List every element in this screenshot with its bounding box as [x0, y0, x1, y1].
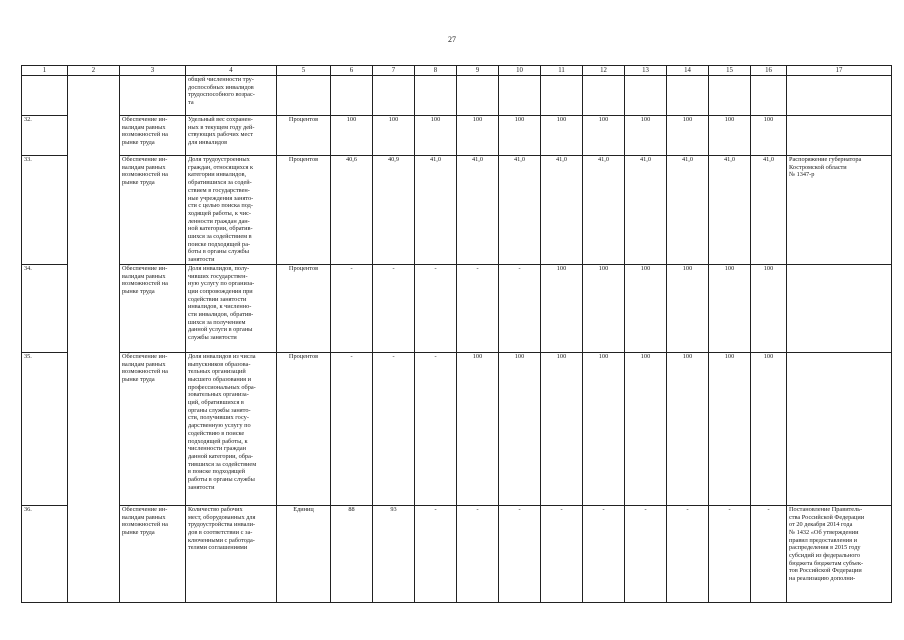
value-cell: 100: [457, 116, 499, 156]
value-cell: 100: [415, 116, 457, 156]
value-cell: -: [331, 264, 373, 352]
value-cell: -: [457, 505, 499, 602]
value-cell: -: [751, 505, 787, 602]
source-cell: [787, 116, 892, 156]
value-cell: 100: [583, 264, 625, 352]
cell-empty: [625, 76, 667, 116]
cell-empty: [331, 76, 373, 116]
value-cell: 100: [373, 116, 415, 156]
indicator-cell: Доля инвалидов, полу- чивших государствен- ную услугу по организа- ции сопровождения при содействии занятости инвалидов, к численно- сти инвалидов, обратив- шихся за получением данной услуги в органы службы занятости: [186, 264, 277, 352]
value-cell: 100: [751, 116, 787, 156]
value-cell: 100: [541, 116, 583, 156]
cell-empty: [583, 76, 625, 116]
indicator-cell: Удельный вес сохранен- ных в текущем году дей- ствующих рабочих мест для инвалидов: [186, 116, 277, 156]
table-row-continuation: [22, 76, 892, 116]
value-cell: 100: [583, 116, 625, 156]
value-cell: -: [373, 352, 415, 505]
value-cell: 100: [625, 352, 667, 505]
header-cell-9: 9: [457, 66, 499, 76]
value-cell: -: [625, 505, 667, 602]
source-cell: [787, 352, 892, 505]
table-row: [22, 116, 892, 156]
value-cell: 41,0: [667, 156, 709, 265]
value-cell: 100: [709, 352, 751, 505]
header-cell-3: 3: [120, 66, 186, 76]
row-number: 35.: [22, 352, 68, 505]
value-cell: 88: [331, 505, 373, 602]
value-cell: 41,0: [541, 156, 583, 265]
cell-source: [787, 76, 892, 116]
value-cell: 100: [541, 352, 583, 505]
value-cell: -: [709, 505, 751, 602]
value-cell: 93: [373, 505, 415, 602]
value-cell: 100: [499, 352, 541, 505]
goal-cell: Обеспечение ин- валидам равных возможностей на рынке труда: [120, 505, 186, 602]
unit-cell: Процентов: [277, 116, 331, 156]
value-cell: 41,0: [625, 156, 667, 265]
value-cell: 100: [709, 116, 751, 156]
unit-cell: Процентов: [277, 156, 331, 265]
header-cell-7: 7: [373, 66, 415, 76]
indicators-table: [21, 65, 892, 603]
cell-empty: [373, 76, 415, 116]
table-row: [22, 264, 892, 352]
cell-empty: [499, 76, 541, 116]
value-cell: -: [373, 264, 415, 352]
table-row: [22, 505, 892, 602]
value-cell: 40,6: [331, 156, 373, 265]
value-cell: 100: [751, 264, 787, 352]
goal-cell: Обеспечение ин- валидам равных возможностей на рынке труда: [120, 116, 186, 156]
table-header-row: [22, 66, 892, 76]
value-cell: -: [457, 264, 499, 352]
header-cell-17: 17: [787, 66, 892, 76]
value-cell: 100: [709, 264, 751, 352]
cell-empty: [751, 76, 787, 116]
table-row: [22, 156, 892, 265]
source-cell: Распоряжение губернатора Костромской области № 1347-р: [787, 156, 892, 265]
value-cell: 100: [751, 352, 787, 505]
value-cell: -: [667, 505, 709, 602]
header-cell-12: 12: [583, 66, 625, 76]
value-cell: 100: [667, 264, 709, 352]
header-cell-5: 5: [277, 66, 331, 76]
row-number: 36.: [22, 505, 68, 602]
source-cell: [787, 264, 892, 352]
unit-cell: Процентов: [277, 352, 331, 505]
header-cell-13: 13: [625, 66, 667, 76]
value-cell: 41,0: [751, 156, 787, 265]
header-cell-1: 1: [22, 66, 68, 76]
page-number: 27: [448, 35, 456, 44]
cell-num: [22, 76, 68, 116]
cell-unit: [277, 76, 331, 116]
value-cell: 100: [331, 116, 373, 156]
goal-cell: Обеспечение ин- валидам равных возможностей на рынке труда: [120, 352, 186, 505]
goal-cell: Обеспечение ин- валидам равных возможностей на рынке труда: [120, 156, 186, 265]
row-number: 33.: [22, 156, 68, 265]
header-cell-6: 6: [331, 66, 373, 76]
row-number: 32.: [22, 116, 68, 156]
value-cell: 100: [625, 116, 667, 156]
unit-cell: Процентов: [277, 264, 331, 352]
header-cell-11: 11: [541, 66, 583, 76]
value-cell: 40,9: [373, 156, 415, 265]
header-cell-4: 4: [186, 66, 277, 76]
source-cell: Постановление Правитель- ства Российской Федерации от 20 декабря 2014 года № 1432 «Об утверждении правил предоставления и распределения в 2015 году субсидий из федерального бюджета бюджетам субъек- тов Российской Федерации на реализацию дополни-: [787, 505, 892, 602]
value-cell: -: [499, 264, 541, 352]
value-cell: 100: [457, 352, 499, 505]
header-cell-2: 2: [68, 66, 120, 76]
value-cell: -: [499, 505, 541, 602]
cell-indicator: общей численности тру- доспособных инвалидов трудоспособного возрас- та: [186, 76, 277, 116]
value-cell: -: [415, 352, 457, 505]
value-cell: 41,0: [583, 156, 625, 265]
header-cell-8: 8: [415, 66, 457, 76]
cell-col2: [68, 76, 120, 603]
header-cell-16: 16: [751, 66, 787, 76]
indicator-cell: Доля инвалидов из числа выпускников образова- тельных организаций высшего образования и профессиональных обра- зовательных организа- ций, обратившихся в органы службы занято- сти, получивших госу- дарственную услугу по содействию в поиске подходящей работы, к численности граждан данной категории, обра- тившихся за содействием в поиске подходящей работы в органы службы занятости: [186, 352, 277, 505]
cell-goal: [120, 76, 186, 116]
value-cell: 100: [499, 116, 541, 156]
value-cell: -: [541, 505, 583, 602]
cell-empty: [415, 76, 457, 116]
header-cell-10: 10: [499, 66, 541, 76]
value-cell: 100: [625, 264, 667, 352]
value-cell: 100: [667, 116, 709, 156]
value-cell: 100: [583, 352, 625, 505]
cell-empty: [667, 76, 709, 116]
row-number: 34.: [22, 264, 68, 352]
unit-cell: Единиц: [277, 505, 331, 602]
indicator-cell: Доля трудоустроенных граждан, относящихся к категории инвалидов, обратившихся за содей- ствием в государствен- ные учреждения занято- сти с целью поиска под- ходящей работы, к чис- ленности граждан дан- ной категории, обратив- шихся за содействием в поиске подходящей ра- боты в органы службы занятости: [186, 156, 277, 265]
indicator-cell: Количество рабочих мест, оборудованных для трудоустройства инвали- дов в соответствии с за- ключенными с работода- телями соглашениями: [186, 505, 277, 602]
value-cell: 41,0: [457, 156, 499, 265]
value-cell: 100: [541, 264, 583, 352]
cell-empty: [457, 76, 499, 116]
goal-cell: Обеспечение ин- валидам равных возможностей на рынке труда: [120, 264, 186, 352]
value-cell: -: [415, 264, 457, 352]
value-cell: 41,0: [415, 156, 457, 265]
value-cell: -: [583, 505, 625, 602]
value-cell: 100: [667, 352, 709, 505]
value-cell: 41,0: [499, 156, 541, 265]
header-cell-15: 15: [709, 66, 751, 76]
header-cell-14: 14: [667, 66, 709, 76]
cell-empty: [709, 76, 751, 116]
value-cell: -: [415, 505, 457, 602]
value-cell: 41,0: [709, 156, 751, 265]
value-cell: -: [331, 352, 373, 505]
cell-empty: [541, 76, 583, 116]
table-row: [22, 352, 892, 505]
